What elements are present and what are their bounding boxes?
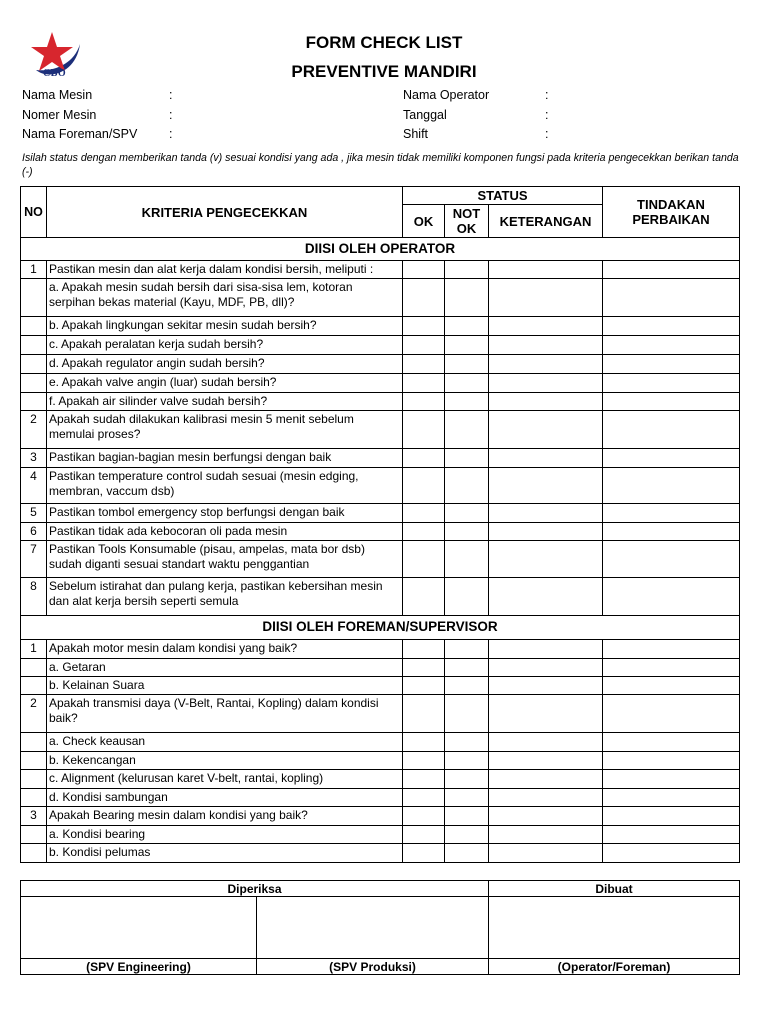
cell-tindakan[interactable] [603, 449, 740, 468]
cell-tindakan[interactable] [603, 807, 740, 826]
signature-box-spv-produksi[interactable] [257, 897, 489, 959]
info-label: Tanggal [403, 107, 447, 122]
table-row [21, 449, 740, 468]
cell-not-ok[interactable] [445, 317, 489, 336]
info-row-foreman [22, 125, 172, 145]
info-label: Shift [403, 127, 429, 141]
cell-tindakan[interactable] [603, 733, 740, 752]
cell-keterangan[interactable] [489, 640, 603, 659]
row-number: 1 [21, 640, 47, 659]
cell-not-ok[interactable] [445, 677, 489, 695]
signature-made-by: Dibuat [489, 881, 740, 897]
cell-keterangan[interactable] [489, 317, 603, 336]
instruction-text: Isilah status dengan memberikan tanda (v) sesuai kondisi yang ada , jika mesin tidak memiliki komponen fungsi pada kriteria pengecekkan berikan tanda (-) [22, 152, 739, 178]
cell-ok[interactable] [403, 807, 445, 826]
row-criteria: Pastikan mesin dan alat kerja dalam kondisi bersih, meliputi : [47, 261, 403, 279]
table-row [21, 659, 740, 677]
header-tindakan: TINDAKAN PERBAIKAN [603, 187, 740, 238]
section-title: DIISI OLEH FOREMAN/SUPERVISOR [21, 616, 740, 640]
table-row [21, 261, 740, 279]
row-number [21, 789, 47, 807]
row-number: 6 [21, 523, 47, 541]
row-number [21, 374, 47, 393]
table-row [21, 468, 740, 504]
row-criteria: d. Apakah regulator angin sudah bersih? [47, 355, 403, 374]
cell-keterangan[interactable] [489, 541, 603, 578]
row-criteria: Apakah transmisi daya (V-Belt, Rantai, Kopling) dalam kondisi baik? [47, 695, 403, 733]
cell-ok[interactable] [403, 393, 445, 411]
info-row-machine-number [22, 106, 172, 126]
signature-role-spv-produksi: (SPV Produksi) [257, 959, 489, 975]
cell-not-ok[interactable] [445, 261, 489, 279]
info-value[interactable]: : [169, 127, 173, 141]
cell-ok[interactable] [403, 261, 445, 279]
row-number: 1 [21, 261, 47, 279]
cell-ok[interactable] [403, 449, 445, 468]
cell-ok[interactable] [403, 523, 445, 541]
cell-not-ok[interactable] [445, 752, 489, 770]
row-number: 5 [21, 504, 47, 523]
cell-not-ok[interactable] [445, 844, 489, 863]
checklist-table [20, 186, 740, 863]
info-label: Nama Mesin [22, 88, 93, 102]
info-label: Nama Foreman/SPV [22, 127, 138, 141]
cell-keterangan[interactable] [489, 770, 603, 789]
row-criteria: a. Getaran [47, 659, 403, 677]
cell-ok[interactable] [403, 355, 445, 374]
row-criteria: Pastikan Tools Konsumable (pisau, ampelas, mata bor dsb) sudah diganti sesuai standart waktu penggantian [47, 541, 403, 578]
cell-ok[interactable] [403, 640, 445, 659]
table-row [21, 541, 740, 578]
cell-tindakan[interactable] [603, 411, 740, 449]
row-number [21, 659, 47, 677]
cell-not-ok[interactable] [445, 279, 489, 317]
row-criteria: a. Kondisi bearing [47, 826, 403, 844]
row-criteria: b. Kondisi pelumas [47, 844, 403, 863]
cell-ok[interactable] [403, 844, 445, 863]
table-row [21, 523, 740, 541]
cell-not-ok[interactable] [445, 449, 489, 468]
table-row [21, 336, 740, 355]
cell-tindakan[interactable] [603, 752, 740, 770]
cell-keterangan[interactable] [489, 279, 603, 317]
cell-not-ok[interactable] [445, 523, 489, 541]
row-criteria: Apakah sudah dilakukan kalibrasi mesin 5 menit sebelum memulai proses? [47, 411, 403, 449]
cell-keterangan[interactable] [489, 523, 603, 541]
info-row-machine-name [22, 86, 172, 106]
row-criteria: Pastikan temperature control sudah sesuai (mesin edging, membran, vaccum dsb) [47, 468, 403, 504]
signature-table [20, 880, 740, 975]
form-title: FORM CHECK LIST [305, 33, 463, 52]
cell-ok[interactable] [403, 317, 445, 336]
cell-ok[interactable] [403, 279, 445, 317]
info-value[interactable]: : [545, 127, 549, 141]
table-row [21, 677, 740, 695]
cell-ok[interactable] [403, 336, 445, 355]
cell-tindakan[interactable] [603, 523, 740, 541]
row-criteria: e. Apakah valve angin (luar) sudah bersih? [47, 374, 403, 393]
cell-tindakan[interactable] [603, 336, 740, 355]
row-criteria: c. Apakah peralatan kerja sudah bersih? [47, 336, 403, 355]
cell-not-ok[interactable] [445, 826, 489, 844]
row-number: 7 [21, 541, 47, 578]
form-subtitle: PREVENTIVE MANDIRI [291, 62, 477, 81]
cell-keterangan[interactable] [489, 261, 603, 279]
cell-tindakan[interactable] [603, 504, 740, 523]
table-row [21, 770, 740, 789]
row-criteria: Pastikan tombol emergency stop berfungsi dengan baik [47, 504, 403, 523]
cell-not-ok[interactable] [445, 468, 489, 504]
cell-tindakan[interactable] [603, 578, 740, 616]
info-row-operator [403, 86, 548, 106]
cell-ok[interactable] [403, 677, 445, 695]
cell-tindakan[interactable] [603, 826, 740, 844]
row-number: 4 [21, 468, 47, 504]
cell-ok[interactable] [403, 578, 445, 616]
row-number [21, 677, 47, 695]
cell-ok[interactable] [403, 770, 445, 789]
cell-keterangan[interactable] [489, 393, 603, 411]
cell-keterangan[interactable] [489, 659, 603, 677]
cell-tindakan[interactable] [603, 844, 740, 863]
row-number [21, 279, 47, 317]
header-no: NO [21, 187, 47, 238]
cell-ok[interactable] [403, 468, 445, 504]
cell-tindakan[interactable] [603, 279, 740, 317]
cell-ok[interactable] [403, 411, 445, 449]
row-criteria: f. Apakah air silinder valve sudah bersih? [47, 393, 403, 411]
cell-not-ok[interactable] [445, 640, 489, 659]
cell-tindakan[interactable] [603, 677, 740, 695]
cell-keterangan[interactable] [489, 504, 603, 523]
cell-not-ok[interactable] [445, 374, 489, 393]
cell-not-ok[interactable] [445, 336, 489, 355]
info-value[interactable]: : [545, 88, 549, 102]
row-number [21, 317, 47, 336]
row-number [21, 844, 47, 863]
signature-role-spv-engineering: (SPV Engineering) [21, 959, 257, 975]
cell-keterangan[interactable] [489, 578, 603, 616]
table-row [21, 807, 740, 826]
cell-not-ok[interactable] [445, 541, 489, 578]
signature-box-operator[interactable] [489, 897, 740, 959]
row-number: 3 [21, 449, 47, 468]
cell-keterangan[interactable] [489, 844, 603, 863]
cell-keterangan[interactable] [489, 374, 603, 393]
info-value[interactable]: : [169, 107, 173, 122]
cell-ok[interactable] [403, 733, 445, 752]
cell-not-ok[interactable] [445, 789, 489, 807]
table-row [21, 411, 740, 449]
checklist-body [21, 238, 740, 863]
cell-tindakan[interactable] [603, 640, 740, 659]
row-number: 2 [21, 411, 47, 449]
table-row [21, 374, 740, 393]
row-number [21, 752, 47, 770]
section-row [21, 616, 740, 640]
header-kriteria: KRITERIA PENGECEKKAN [47, 187, 403, 238]
row-criteria: d. Kondisi sambungan [47, 789, 403, 807]
cell-tindakan[interactable] [603, 468, 740, 504]
row-number [21, 826, 47, 844]
cell-ok[interactable] [403, 695, 445, 733]
section-title: DIISI OLEH OPERATOR [21, 238, 740, 261]
cell-tindakan[interactable] [603, 770, 740, 789]
info-row-date [403, 106, 548, 126]
cell-tindakan[interactable] [603, 541, 740, 578]
table-row [21, 752, 740, 770]
signature-role-operator: (Operator/Foreman) [489, 959, 740, 975]
table-row [21, 640, 740, 659]
cell-tindakan[interactable] [603, 374, 740, 393]
table-row [21, 393, 740, 411]
cell-keterangan[interactable] [489, 355, 603, 374]
cell-tindakan[interactable] [603, 261, 740, 279]
row-number [21, 733, 47, 752]
row-criteria: Sebelum istirahat dan pulang kerja, pastikan kebersihan mesin dan alat kerja bersih seperti semula [47, 578, 403, 616]
cell-not-ok[interactable] [445, 355, 489, 374]
cell-not-ok[interactable] [445, 733, 489, 752]
row-criteria: Pastikan bagian-bagian mesin berfungsi dengan baik [47, 449, 403, 468]
section-row [21, 238, 740, 261]
cell-not-ok[interactable] [445, 659, 489, 677]
table-row [21, 279, 740, 317]
logo-text: CBO [43, 68, 67, 79]
row-criteria: b. Kekencangan [47, 752, 403, 770]
cell-ok[interactable] [403, 789, 445, 807]
info-value[interactable]: : [545, 107, 549, 122]
cell-keterangan[interactable] [489, 752, 603, 770]
cell-ok[interactable] [403, 752, 445, 770]
signature-box-spv-engineering[interactable] [21, 897, 257, 959]
info-label: Nomer Mesin [22, 107, 97, 122]
cell-tindakan[interactable] [603, 789, 740, 807]
machine-info [22, 86, 172, 145]
row-number: 2 [21, 695, 47, 733]
table-row [21, 578, 740, 616]
row-criteria: b. Kelainan Suara [47, 677, 403, 695]
cell-keterangan[interactable] [489, 695, 603, 733]
cell-keterangan[interactable] [489, 336, 603, 355]
cell-not-ok[interactable] [445, 504, 489, 523]
row-criteria: Apakah motor mesin dalam kondisi yang baik? [47, 640, 403, 659]
signature-checked-by: Diperiksa [21, 881, 489, 897]
header-status: STATUS [403, 187, 603, 205]
header-keterangan: KETERANGAN [489, 205, 603, 238]
row-criteria: a. Check keausan [47, 733, 403, 752]
cell-keterangan[interactable] [489, 449, 603, 468]
cell-keterangan[interactable] [489, 677, 603, 695]
cell-ok[interactable] [403, 541, 445, 578]
info-value[interactable]: : [169, 88, 173, 102]
row-criteria: Apakah Bearing mesin dalam kondisi yang baik? [47, 807, 403, 826]
table-row [21, 733, 740, 752]
cell-not-ok[interactable] [445, 695, 489, 733]
row-number [21, 393, 47, 411]
cell-not-ok[interactable] [445, 807, 489, 826]
table-row [21, 695, 740, 733]
table-row [21, 317, 740, 336]
table-row [21, 826, 740, 844]
row-number [21, 336, 47, 355]
cell-not-ok[interactable] [445, 411, 489, 449]
row-number [21, 355, 47, 374]
cell-tindakan[interactable] [603, 659, 740, 677]
cell-not-ok[interactable] [445, 770, 489, 789]
cell-keterangan[interactable] [489, 826, 603, 844]
cell-tindakan[interactable] [603, 393, 740, 411]
header-ok: OK [403, 205, 445, 238]
cell-tindakan[interactable] [603, 695, 740, 733]
cell-tindakan[interactable] [603, 355, 740, 374]
row-criteria: b. Apakah lingkungan sekitar mesin sudah bersih? [47, 317, 403, 336]
cell-tindakan[interactable] [603, 317, 740, 336]
cell-ok[interactable] [403, 504, 445, 523]
cell-keterangan[interactable] [489, 807, 603, 826]
cell-not-ok[interactable] [445, 578, 489, 616]
operator-info [403, 86, 548, 145]
cell-ok[interactable] [403, 374, 445, 393]
table-row [21, 844, 740, 863]
row-number: 8 [21, 578, 47, 616]
row-number: 3 [21, 807, 47, 826]
info-label: Nama Operator [403, 88, 490, 102]
row-criteria: c. Alignment (kelurusan karet V-belt, rantai, kopling) [47, 770, 403, 789]
table-row [21, 504, 740, 523]
cell-ok[interactable] [403, 659, 445, 677]
cell-ok[interactable] [403, 826, 445, 844]
table-row [21, 789, 740, 807]
header-not-ok: NOT OK [445, 205, 489, 238]
cell-keterangan[interactable] [489, 789, 603, 807]
table-row [21, 355, 740, 374]
cell-keterangan[interactable] [489, 468, 603, 504]
row-criteria: a. Apakah mesin sudah bersih dari sisa-sisa lem, kotoran serpihan bekas material (Kayu, MDF, PB, dll)? [47, 279, 403, 317]
row-number [21, 770, 47, 789]
row-criteria: Pastikan tidak ada kebocoran oli pada mesin [47, 523, 403, 541]
info-row-shift [403, 125, 548, 145]
cell-keterangan[interactable] [489, 733, 603, 752]
cell-keterangan[interactable] [489, 411, 603, 449]
cell-not-ok[interactable] [445, 393, 489, 411]
